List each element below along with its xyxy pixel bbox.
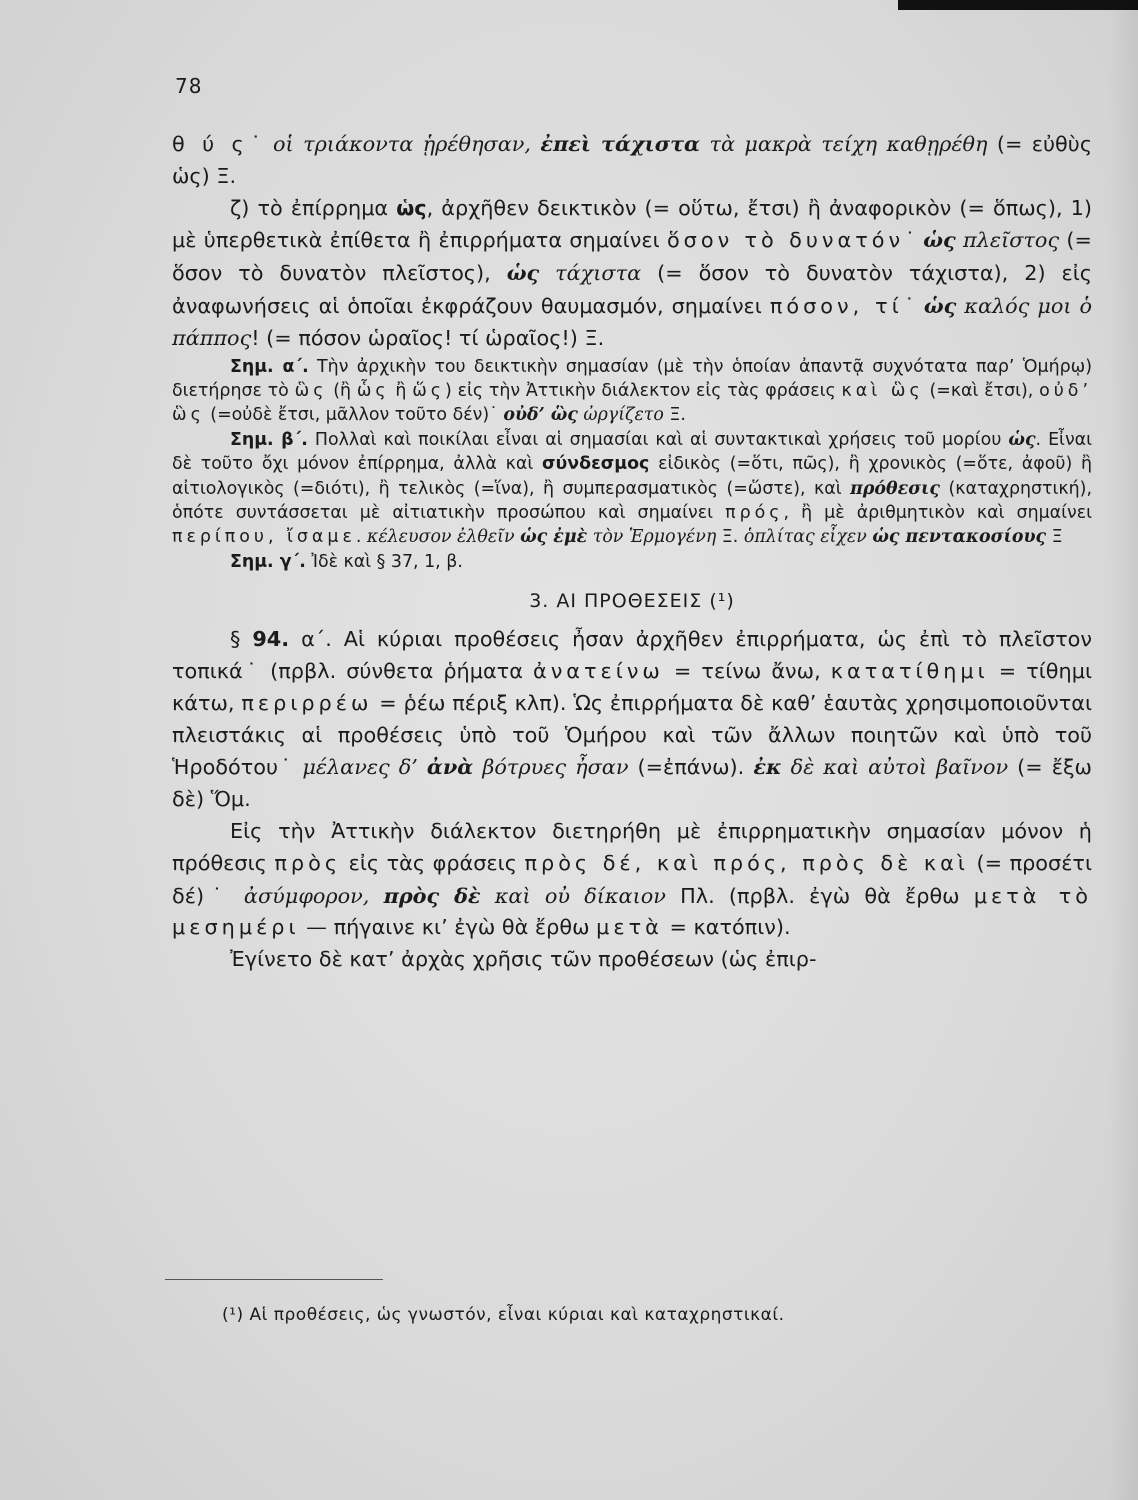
text-run: κατατίθημι	[830, 659, 989, 684]
text-run: — πήγαινε κι’ ἐγὼ θὰ ἔρθω	[299, 915, 597, 940]
text-run: περιρρέω	[241, 690, 373, 715]
paragraph-1	[172, 128, 1092, 193]
text-run: (=ἐπάνω).	[628, 755, 754, 780]
text-run: Σημ. α΄.	[230, 356, 309, 377]
text-run: Πλ. (πρβλ. ἐγὼ θὰ ἔρθω	[665, 883, 974, 908]
paragraph-continuation	[172, 944, 1092, 976]
text-run: . Εἶναι δὲ τοῦτο ὄχι μόνον ἐπίρρημα, ἀλλὰ καὶ	[172, 429, 1093, 475]
text-run: ὡς πεντακοσίους	[872, 527, 1047, 548]
text-run: ὡς	[396, 195, 427, 220]
text-run: (= εὐθὺς ὡς) Ξ.	[172, 132, 1093, 188]
text-run: ˙	[904, 228, 924, 253]
text-run: βότρυες ἦσαν	[473, 755, 629, 780]
page-shadow	[1108, 0, 1138, 1500]
text-run: ἐκ	[753, 754, 782, 780]
text-run: α΄. Αἱ κύριαι προθέσεις ἦσαν ἀρχῆθεν ἐπιρρήματα, ὡς ἐπὶ τὸ πλεῖστον τοπικά˙ (πρβλ. σύνθετα ῥήματα	[172, 627, 1092, 684]
body-text	[172, 128, 1092, 976]
text-run: ἢ	[389, 380, 413, 401]
text-run: ὥς	[412, 380, 446, 401]
text-run: καλός μοι ὁ πάππος	[172, 293, 1093, 350]
text-run: τὸν Ἑρμογένη	[587, 527, 717, 548]
text-run: οἱ τριάκοντα ᾑρέθησαν,	[273, 132, 541, 156]
text-run: Εἰς τὴν Ἀττικὴν διάλεκτον διετηρήθη μὲ ἐπιρρηματικὴν σημασίαν μόνον ἡ πρόθεσις	[172, 819, 1092, 875]
text-run: ὠργίζετο	[577, 405, 664, 426]
text-run: .	[355, 527, 367, 548]
text-run: Ξ	[1046, 527, 1063, 548]
text-run: ἀνὰ	[426, 754, 474, 780]
text-run: καὶ ὣς	[841, 380, 924, 401]
text-run: θ ύ ς	[172, 132, 248, 156]
text-run: ὡς	[506, 260, 540, 286]
text-run: Ξ.	[663, 405, 686, 426]
text-run: εἰς τὰς φράσεις	[341, 850, 525, 875]
text-run: , ἀρχῆθεν δεικτικὸν (= οὕτω, ἔτσι) ἢ ἀναφορικὸν (= ὅπως), 1) μὲ ὑπερθετικὰ ἐπίθετα ἢ ἐπιρρήματα σημαίνει	[172, 195, 1092, 253]
text-run: ζ) τὸ ἐπίρρημα	[230, 195, 397, 220]
text-run: (= ἔξω δὲ) Ὅμ.	[172, 755, 1092, 812]
text-run: ˙	[902, 293, 924, 318]
text-run: (=οὐδὲ ἔτσι, μᾶλλον τοῦτο δέν)˙	[204, 405, 504, 426]
text-run: πρὸς δὲ	[383, 882, 481, 908]
text-run: πόσον, τί	[769, 293, 903, 318]
text-run: κέλευσον ἐλθεῖν	[366, 527, 521, 548]
note-gamma	[172, 550, 1092, 574]
footnote-rule	[165, 1279, 383, 1280]
text-run: Ξ.	[716, 527, 744, 548]
text-run: ὡς	[923, 292, 957, 318]
text-run: §	[230, 627, 253, 652]
text-run: ὧς	[356, 380, 390, 401]
text-run: δὲ καὶ αὐτοὶ βαῖνον	[781, 755, 1009, 780]
text-run: ἐπεὶ τάχιστα	[540, 131, 701, 156]
text-run: εἰδικὸς (=ὅτι, πῶς), ἢ χρονικὸς (=ὅτε, ἀφοῦ) ἢ αἰτιολογικὸς (=διότι), ἢ τελικὸς (=ἵνα), ἢ συμπερασματικὸς (=ὥστε), καὶ	[172, 454, 1093, 499]
text-run: ὡς ἐμὲ	[520, 527, 588, 548]
text-run: (= ὅσον τὸ δυνατὸν πλεῖστος),	[172, 228, 1092, 286]
text-run: μέλανες δ’	[302, 755, 427, 780]
text-run: ὁπλίτας εἶχεν	[743, 527, 873, 548]
text-run: πρόθεσις	[850, 478, 941, 499]
text-run: (ἢ	[327, 380, 357, 401]
text-run: (καταχρηστική), ὁπότε συντάσσεται μὲ αἰτιατικὴν προσώπου καὶ σημαίνει	[172, 478, 1092, 524]
text-run: πρός	[725, 503, 784, 524]
text-run: σύνδεσμος	[541, 454, 650, 475]
text-run: ὡς	[1008, 429, 1036, 450]
footnote: (¹) Αἱ προθέσεις, ὡς γνωστόν, εἶναι κύριαι καὶ καταχρηστικαί.	[222, 1305, 785, 1325]
text-run: καὶ οὐ δίκαιον	[480, 883, 666, 908]
text-run: οὐδ’ ὣς	[503, 405, 578, 426]
text-run: πρὸς δέ, καὶ πρός, πρὸς δὲ καὶ	[524, 850, 969, 875]
text-run: (=καὶ ἔτσι),	[923, 380, 1040, 401]
text-run: Σημ. γ΄.	[230, 551, 306, 572]
text-run: ὅσον τὸ δυνατόν	[666, 228, 905, 253]
text-run: Ἐγίνετο δὲ κατ’ ἀρχὰς χρῆσις τῶν προθέσεων (ὡς ἐπιρ-	[230, 947, 817, 972]
text-run: Σημ. β΄.	[230, 429, 308, 450]
paragraph-94	[172, 624, 1092, 816]
text-run: πλεῖστος	[955, 228, 1060, 253]
note-alpha	[172, 355, 1092, 428]
text-run: μετὰ	[596, 915, 663, 940]
text-run: Τὴν ἀρχικὴν του δεικτικὴν σημασίαν (μὲ τὴν ὁποίαν ἀπαντᾷ συχνότατα παρ’ Ὁμήρῳ) διετήρησε τὸ	[172, 356, 1092, 401]
note-beta	[172, 428, 1092, 550]
text-run: ἀνατείνω	[532, 659, 664, 684]
text-run: (= προσέτι δέ)˙	[172, 850, 1092, 908]
text-run: = τίθημι κάτω,	[172, 659, 1092, 715]
text-run: ἀσύμφορον,	[243, 883, 384, 908]
text-run: = κατόπιν).	[662, 915, 791, 940]
text-run: πρὸς	[274, 850, 342, 875]
text-run: 94.	[252, 627, 290, 652]
text-run: μετὰ τὸ μεσημέρι	[172, 883, 1092, 940]
page-number: 78	[175, 74, 203, 98]
text-run: τάχιστα	[539, 261, 642, 286]
text-run: ˙	[247, 132, 274, 156]
section-title: 3. ΑΙ ΠΡΟΘΕΣΕΙΣ (¹)	[529, 590, 735, 613]
text-run: = ῥέω πέριξ κλπ). Ὡς ἐπιρρήματα δὲ καθ’ ἑαυτὰς χρησιμοποιοῦνται πλειστάκις αἱ προθέσεις ὑπὸ τοῦ Ὁμήρου καὶ τῶν ἄλλων ποιητῶν καὶ ὑπὸ τοῦ Ἡροδότου˙	[172, 690, 1092, 780]
text-run: Ἰδὲ καὶ § 37, 1, β.	[305, 551, 463, 572]
text-run: , ἢ μὲ ἀριθμητικὸν καὶ σημαίνει	[783, 503, 1093, 524]
text-run: = τείνω ἄνω,	[663, 659, 831, 684]
text-run: περίπου, ἴσαμε	[172, 527, 356, 548]
text-run: ὡς	[923, 227, 956, 253]
text-run: τὰ μακρὰ τείχη καθῃρέθη	[700, 132, 988, 156]
text-run: (= ὅσον τὸ δυνατὸν τάχιστα), 2) εἰς ἀναφωνήσεις αἱ ὁποῖαι ἐκφράζουν θαυμασμόν, σημαίνει	[172, 261, 1092, 318]
text-run: ) εἰς τὴν Ἀττικὴν διάλεκτον εἰς τὰς φράσεις	[445, 380, 842, 401]
text-run: ὣς	[294, 380, 328, 401]
text-run: ! (= πόσον ὡραῖος! τί ὡραῖος!) Ξ.	[251, 325, 605, 350]
text-run: οὐδ’ ὣς	[172, 380, 1092, 426]
scan-edge	[898, 0, 1138, 10]
paragraph-attic	[172, 816, 1092, 944]
paragraph-zeta	[172, 193, 1092, 355]
text-run: Πολλαὶ καὶ ποικίλαι εἶναι αἱ σημασίαι καὶ αἱ συντακτικαὶ χρήσεις τοῦ μορίου	[307, 429, 1009, 450]
